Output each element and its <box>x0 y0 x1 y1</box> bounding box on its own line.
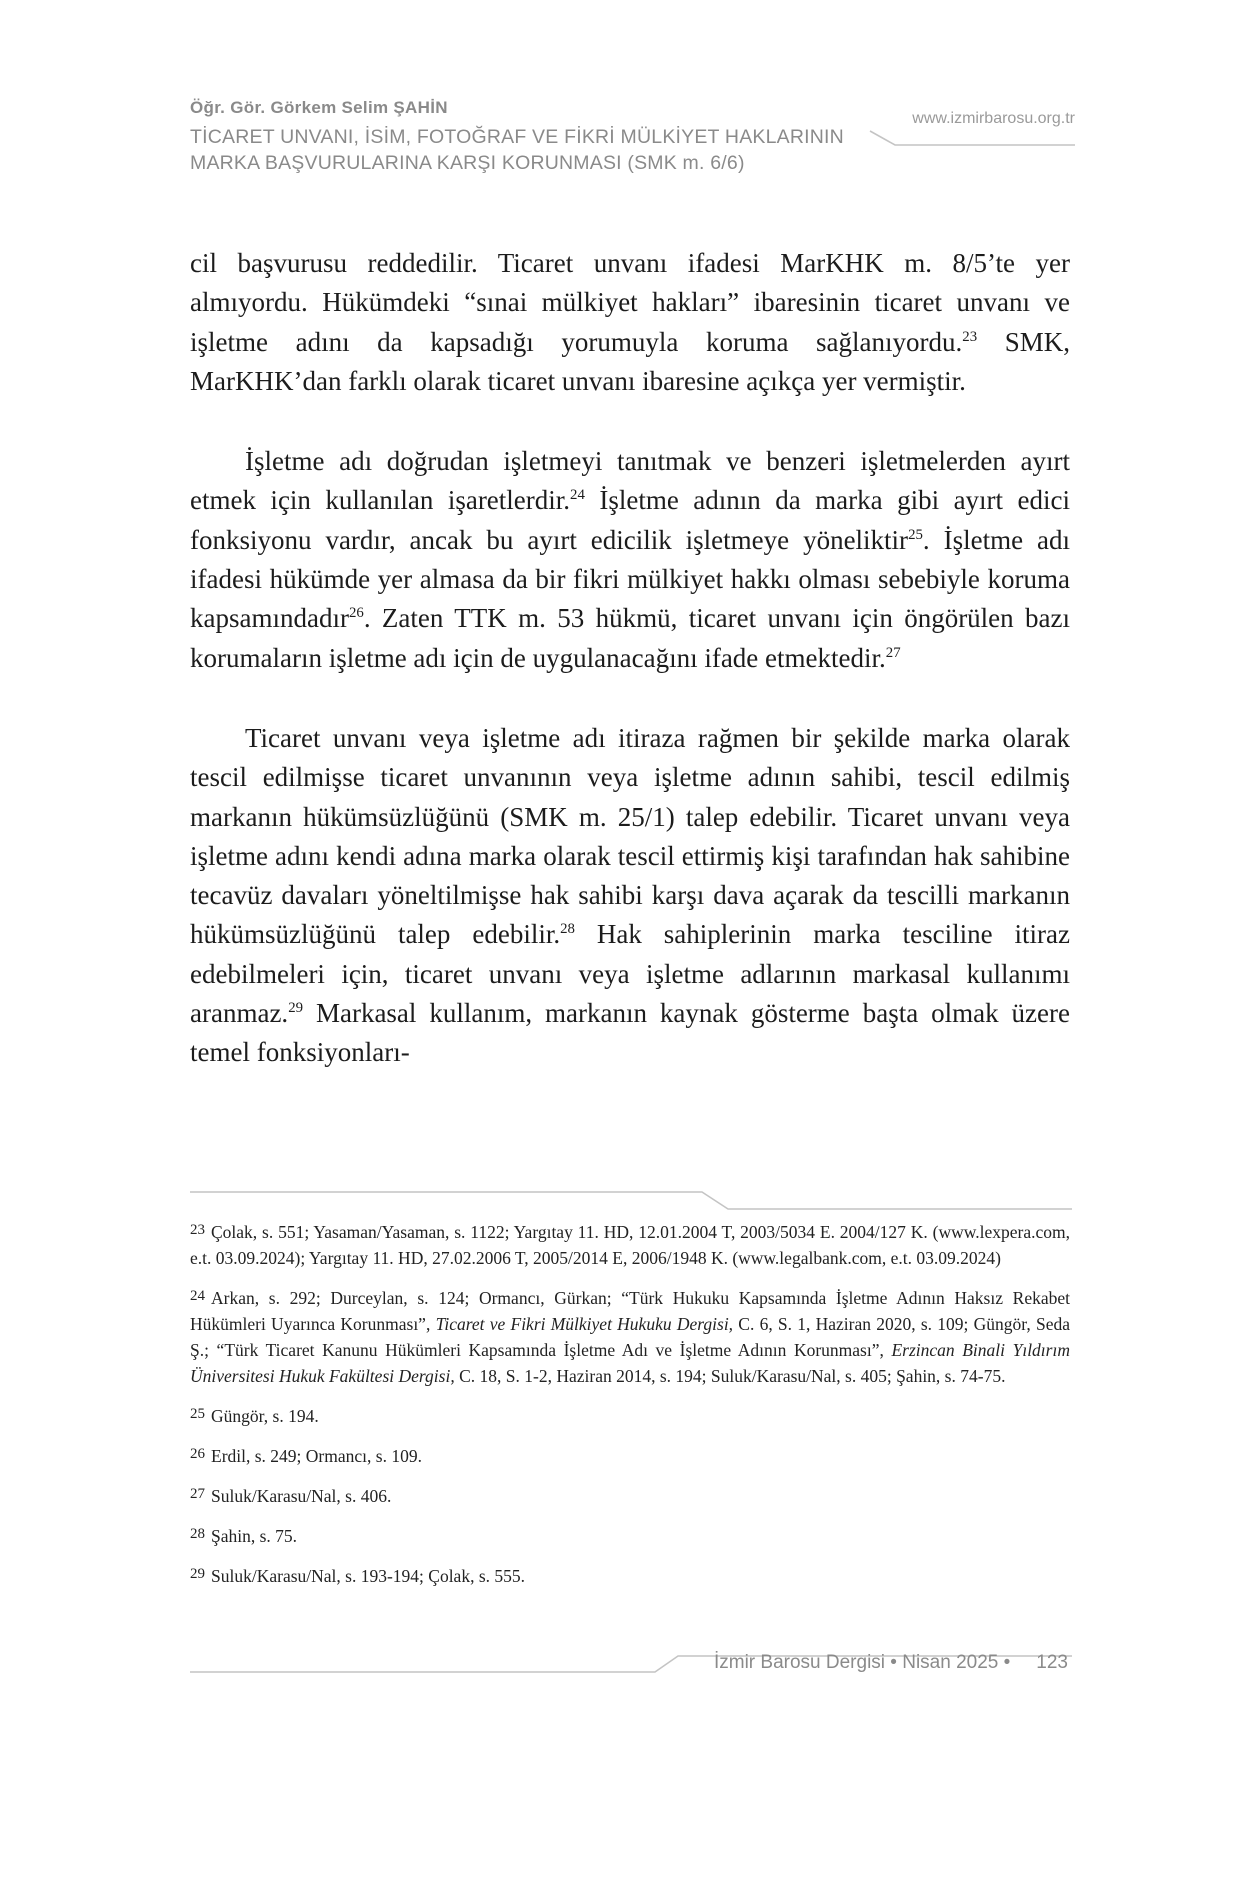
footnote-28 <box>190 1521 1070 1549</box>
footnote-separator-rule <box>190 1192 1072 1209</box>
paragraph-1-text-b: SMK, MarKHK’dan farklı olarak ticaret unvanı ibaresine açıkça yer vermiştir. <box>190 326 1070 396</box>
paragraph-1-text-a: cil başvurusu reddedilir. Ticaret unvanı ifadesi MarKHK m. 8/5’te yer almıyordu. Hükümdeki “sınai mülkiyet hakları” ibaresinin ticaret unvanı ve işletme adını da kapsadığı yorumuyla koruma sağlanıyordu. <box>190 248 1070 357</box>
footnote-ref-29[interactable]: 29 <box>288 1000 304 1017</box>
footnote-number: 28 <box>190 1526 205 1542</box>
main-body-text <box>190 244 1070 1114</box>
page-number: 123 <box>1036 1652 1068 1673</box>
footnote-25 <box>190 1401 1070 1429</box>
running-header-title-line1: TİCARET UNVANI, İSİM, FOTOĞRAF VE FİKRİ MÜLKİYET HAKLARININ <box>190 126 844 148</box>
footnote-text: Arkan, s. 292; Durceylan, s. 124; Ormancı, Gürkan; “Türk Hukuku Kapsamında İşletme Adının Haksız Rekabet Hükümleri Uyarınca Korunması”, <box>190 1288 1070 1334</box>
footnote-number: 26 <box>190 1446 205 1462</box>
paragraph-2-text-b: İşletme adının da marka gibi ayırt edici fonksiyonu vardır, ancak bu ayırt edicilik işletmeye yöneliktir <box>190 485 1070 555</box>
footnote-23 <box>190 1217 1070 1271</box>
footnote-ref-27[interactable]: 27 <box>885 644 901 661</box>
paragraph-2-text-d: . Zaten TTK m. 53 hükmü, ticaret unvanı için öngörülen bazı korumaların işletme adı için de uygulanacağını ifade etmektedir. <box>190 603 1070 673</box>
footnote-24 <box>190 1283 1070 1389</box>
paragraph-3-text-b: Hak sahiplerinin marka tesciline itiraz edebilmeleri için, ticaret unvanı veya işletme adlarının markasal kullanımı aranmaz. <box>190 919 1070 1029</box>
footnote-journal-title: Ticaret ve Fikri Mülkiyet Hukuku Dergisi, <box>435 1314 734 1334</box>
footnote-text: Güngör, s. 194. <box>211 1406 319 1426</box>
paragraph-2 <box>190 442 1070 678</box>
footnote-26 <box>190 1441 1070 1469</box>
footnote-ref-28[interactable]: 28 <box>560 921 575 938</box>
footnote-number: 25 <box>190 1406 205 1422</box>
footnote-number: 23 <box>190 1222 205 1238</box>
paragraph-3 <box>190 719 1070 1073</box>
footnote-27 <box>190 1481 1070 1509</box>
footnote-number: 27 <box>190 1486 205 1502</box>
paragraph-2-text-a: İşletme adı doğrudan işletmeyi tanıtmak ve benzeri işletmelerden ayırt etmek için kullanılan işaretlerdir. <box>190 446 1070 516</box>
website-url: www.izmirbarosu.org.tr <box>912 110 1075 127</box>
footnote-text: Şahin, s. 75. <box>211 1526 298 1546</box>
footnote-text: Suluk/Karasu/Nal, s. 406. <box>211 1486 392 1506</box>
footnote-journal-title: Erzincan Binali Yıldırım Üniversitesi Hukuk Fakültesi Dergisi, <box>190 1340 1070 1386</box>
paragraph-1 <box>190 244 1070 401</box>
footnote-text: Çolak, s. 551; Yasaman/Yasaman, s. 1122; Yargıtay 11. HD, 12.01.2004 T, 2003/5034 E. 2004/127 K. (www.lexpera.com, e.t. 03.09.2024); Yargıtay 11. HD, 27.02.2006 T, 2005/2014 E, 2006/1948 K. (www.legalbank.com, e.t. 03.09.2024) <box>190 1222 1070 1268</box>
footnote-ref-23[interactable]: 23 <box>962 328 978 345</box>
footnote-text: C. 6, S. 1, Haziran 2020, s. 109; Güngör, Seda Ş.; “Türk Ticaret Kanunu Hükümleri Kapsamında İşletme Adı ve İşletme Adının Korunması”, <box>190 1314 1071 1360</box>
footnotes <box>190 1217 1070 1601</box>
page-footer <box>714 1652 1068 1674</box>
footnote-ref-25[interactable]: 25 <box>908 526 923 543</box>
footnote-text: Suluk/Karasu/Nal, s. 193-194; Çolak, s. 555. <box>211 1566 526 1586</box>
running-header-author: Öğr. Gör. Görkem Selim ŞAHİN <box>190 98 448 117</box>
paragraph-3-text-c: Markasal kullanım, markanın kaynak gösterme başta olmak üzere temel fonksiyonları- <box>190 998 1070 1068</box>
paragraph-2-text-c: . İşletme adı ifadesi hükümde yer almasa da bir fikri mülkiyet hakkı olması sebebiyle koruma kapsamındadır <box>190 524 1070 634</box>
footnote-ref-26[interactable]: 26 <box>348 605 364 622</box>
paragraph-3-text-a: Ticaret unvanı veya işletme adı itiraza rağmen bir şekilde marka olarak tescil edilmişse ticaret unvanının veya işletme adının sahibi, tescil edilmiş markanın hükümsüzlüğünü (SMK m. 25/1) talep edebilir. Ticaret unvanı veya işletme adını kendi adına marka olarak tescil ettirmiş kişi tarafından hak sahibine tecavüz davaları yöneltilmişse hak sahibi karşı dava açarak da tescilli markanın hükümsüzlüğünü talep edebilir. <box>190 722 1070 950</box>
footnote-ref-24[interactable]: 24 <box>570 487 585 504</box>
footnote-text: Erdil, s. 249; Ormancı, s. 109. <box>211 1446 422 1466</box>
journal-name: İzmir Barosu Dergisi • Nisan 2025 • <box>713 1652 1011 1673</box>
footnote-number: 29 <box>190 1566 205 1582</box>
footnote-29 <box>190 1561 1070 1589</box>
footnote-number: 24 <box>190 1288 205 1304</box>
running-header-title-line2: MARKA BAŞVURULARINA KARŞI KORUNMASI (SMK m. 6/6) <box>190 152 745 174</box>
footnote-text: C. 18, S. 1-2, Haziran 2014, s. 194; Suluk/Karasu/Nal, s. 405; Şahin, s. 74-75. <box>454 1366 1006 1386</box>
header-rule <box>870 131 1075 145</box>
